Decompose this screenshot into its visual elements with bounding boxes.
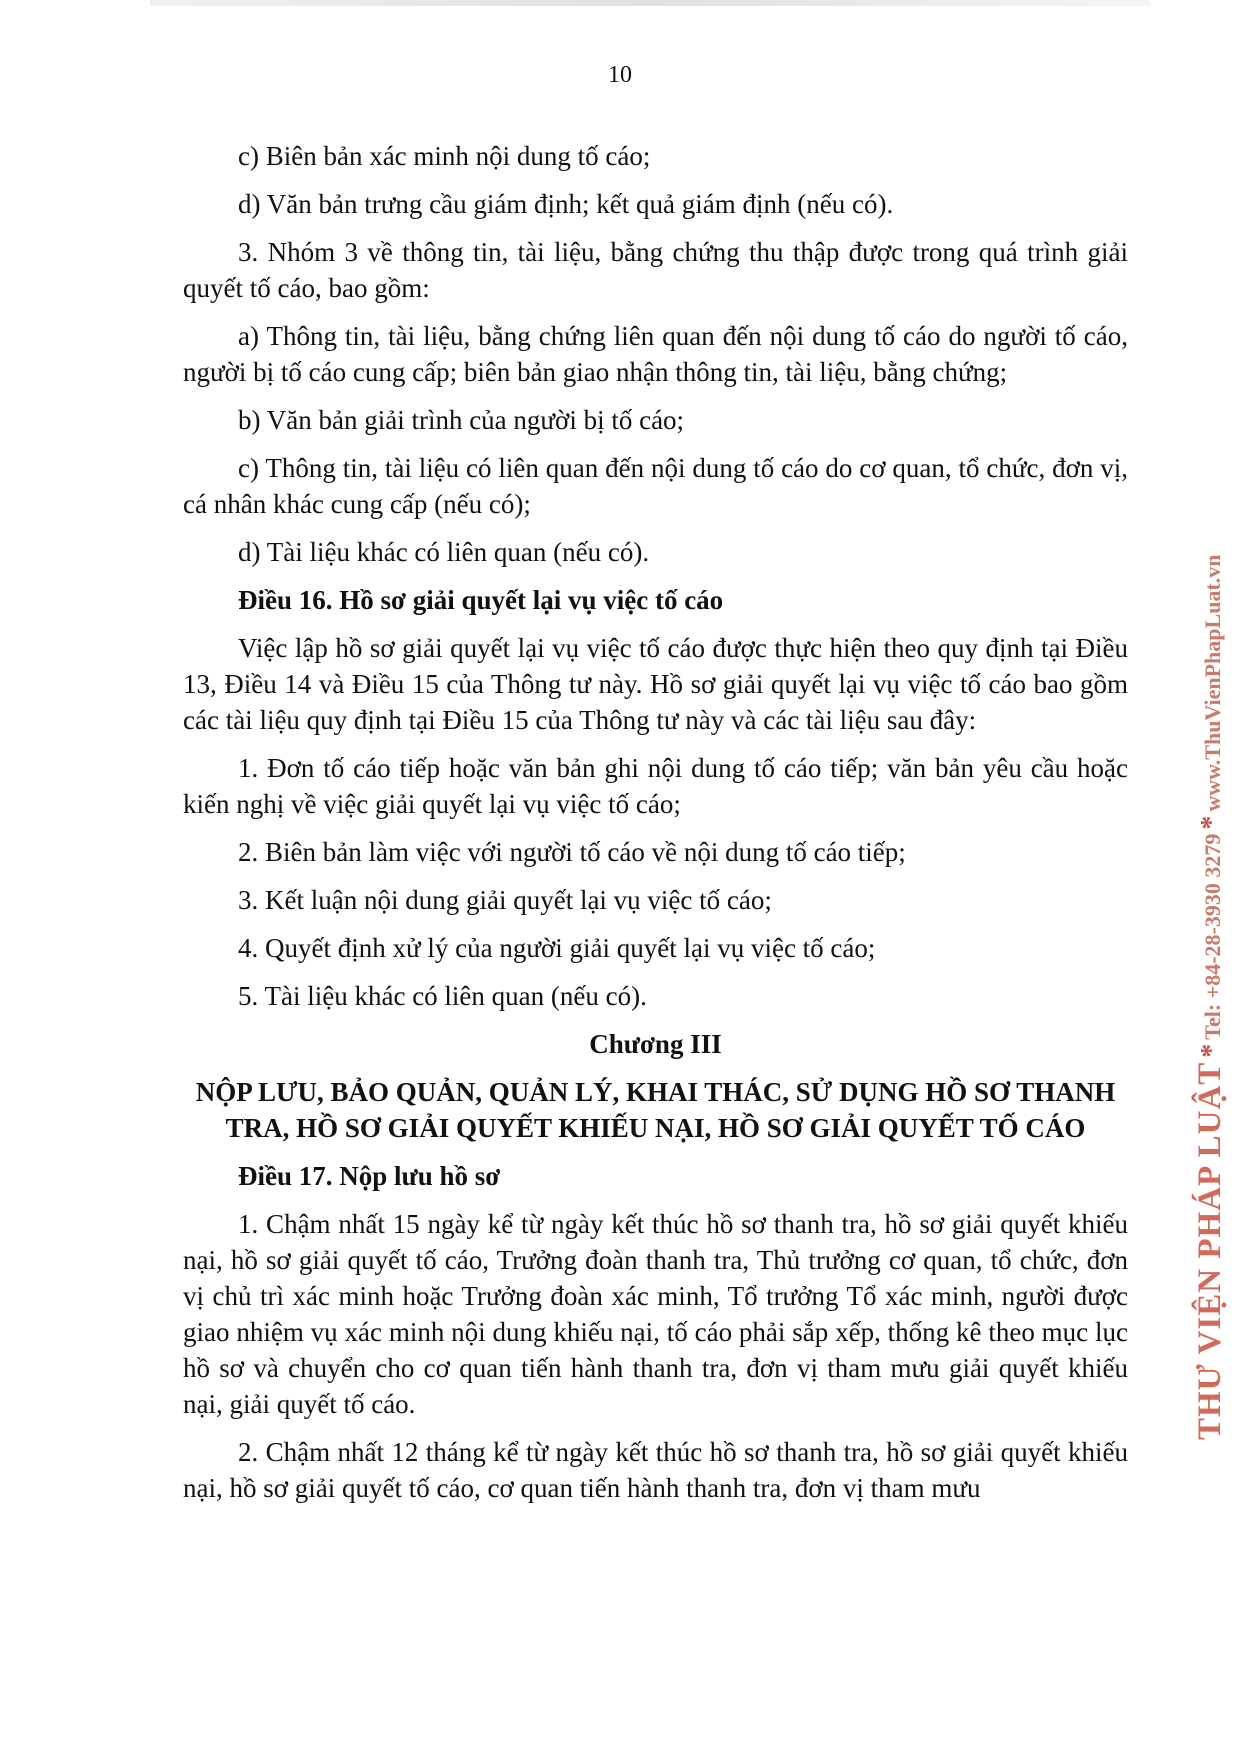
- paragraph-item-c2: c) Thông tin, tài liệu có liên quan đến nội dung tố cáo do cơ quan, tổ chức, đơn vị, cá nhân khác cung cấp (nếu có);: [183, 453, 1128, 519]
- watermark-website: www.ThuVienPhapLuat.vn: [1200, 554, 1225, 812]
- chapter-title: NỘP LƯU, BẢO QUẢN, QUẢN LÝ, KHAI THÁC, SỬ DỤNG HỒ SƠ THANH TRA, HỒ SƠ GIẢI QUYẾT KHIẾU NẠI, HỒ SƠ GIẢI QUYẾT TỐ CÁO: [195, 1077, 1116, 1143]
- article-16-item-5: 5. Tài liệu khác có liên quan (nếu có).: [238, 981, 647, 1011]
- paragraph-item-a: a) Thông tin, tài liệu, bằng chứng liên quan đến nội dung tố cáo do người tố cáo, người bị tố cáo cung cấp; biên bản giao nhận thông tin, tài liệu, bằng chứng;: [183, 321, 1128, 387]
- watermark: [1192, 554, 1229, 1440]
- watermark-separator: *: [1196, 1043, 1227, 1058]
- paragraph-item-c: c) Biên bản xác minh nội dung tố cáo;: [238, 141, 651, 171]
- page-number: 10: [608, 62, 632, 88]
- article-17-item-1: 1. Chậm nhất 15 ngày kể từ ngày kết thúc hồ sơ thanh tra, hồ sơ giải quyết khiếu nại, hồ sơ giải quyết tố cáo, Trưởng đoàn thanh tra, Thủ trưởng cơ quan, tổ chức, đơn vị chủ trì xác minh hoặc Trưởng đoàn xác minh, Tổ trưởng Tổ xác minh, người được giao nhiệm vụ xác minh nội dung khiếu nại, tố cáo phải sắp xếp, thống kê theo mục lục hồ sơ và chuyển cho cơ quan tiến hành thanh tra, đơn vị tham mưu giải quyết khiếu nại, giải quyết tố cáo.: [183, 1209, 1128, 1419]
- article-16-intro: Việc lập hồ sơ giải quyết lại vụ việc tố cáo được thực hiện theo quy định tại Điều 13, Điều 14 và Điều 15 của Thông tư này. Hồ sơ giải quyết lại vụ việc tố cáo bao gồm các tài liệu quy định tại Điều 15 của Thông tư này và các tài liệu sau đây:: [183, 633, 1128, 735]
- article-16-item-4: 4. Quyết định xử lý của người giải quyết lại vụ việc tố cáo;: [238, 933, 876, 963]
- article-16-item-3: 3. Kết luận nội dung giải quyết lại vụ việc tố cáo;: [238, 885, 772, 915]
- article-17-heading: Điều 17. Nộp lưu hồ sơ: [238, 1161, 501, 1191]
- watermark-separator-2: *: [1196, 815, 1227, 830]
- paragraph-item-d: d) Văn bản trưng cầu giám định; kết quả giám định (nếu có).: [238, 189, 894, 219]
- chapter-label: Chương III: [589, 1029, 722, 1059]
- document-body: [183, 138, 1128, 1518]
- paragraph-group-3: 3. Nhóm 3 về thông tin, tài liệu, bằng chứng thu thập được trong quá trình giải quyết tố cáo, bao gồm:: [183, 237, 1128, 303]
- watermark-brand: THƯ VIỆN PHÁP LUẬT: [1192, 1061, 1228, 1440]
- scan-edge-shadow: [150, 0, 1150, 6]
- article-16-item-1: 1. Đơn tố cáo tiếp hoặc văn bản ghi nội dung tố cáo tiếp; văn bản yêu cầu hoặc kiến nghị về việc giải quyết lại vụ việc tố cáo;: [183, 753, 1128, 819]
- article-16-item-2: 2. Biên bản làm việc với người tố cáo về nội dung tố cáo tiếp;: [238, 837, 906, 867]
- watermark-phone: Tel: +84-28-3930 3279: [1200, 833, 1225, 1040]
- paragraph-item-d2: d) Tài liệu khác có liên quan (nếu có).: [238, 537, 650, 567]
- paragraph-item-b: b) Văn bản giải trình của người bị tố cáo;: [238, 405, 685, 435]
- article-16-heading: Điều 16. Hồ sơ giải quyết lại vụ việc tố cáo: [238, 585, 724, 615]
- article-17-item-2: 2. Chậm nhất 12 tháng kể từ ngày kết thúc hồ sơ thanh tra, hồ sơ giải quyết khiếu nại, hồ sơ giải quyết tố cáo, cơ quan tiến hành thanh tra, đơn vị tham mưu: [183, 1437, 1128, 1503]
